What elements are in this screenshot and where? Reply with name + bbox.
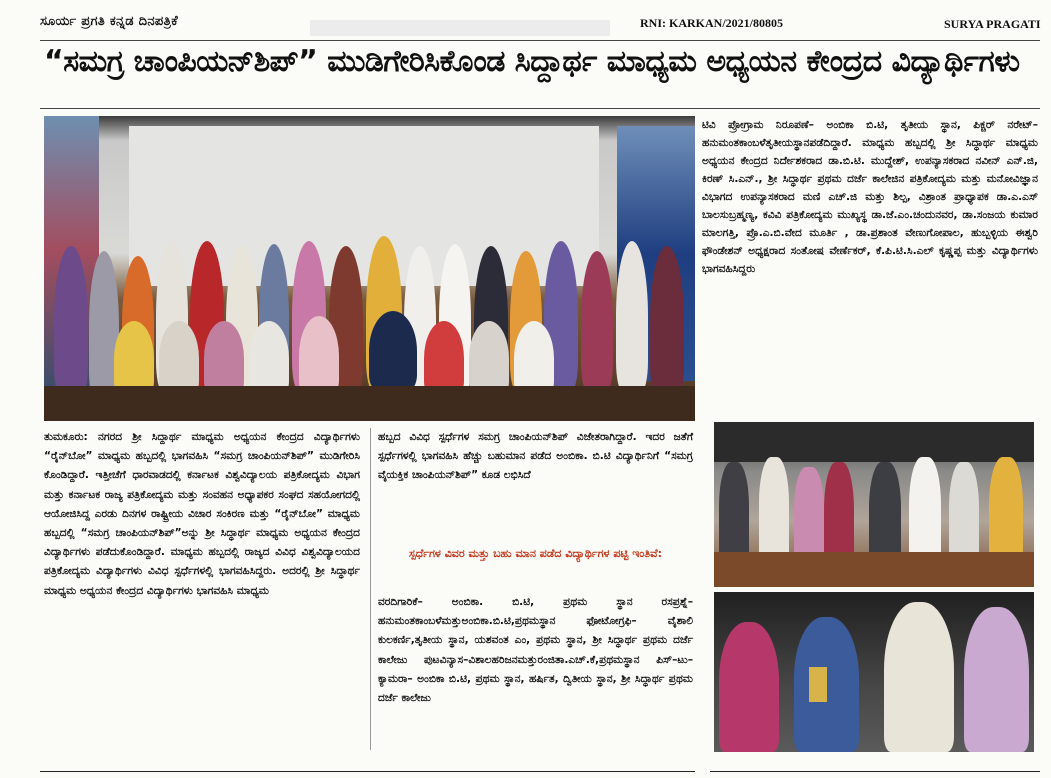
masthead-band [310,20,610,36]
bottom-rule-left [40,771,695,772]
newspaper-brand: ಸೂರ್ಯ ಪ್ರಗತಿ ಕನ್ನಡ ದಿನಪತ್ರಿಕೆ [40,14,178,29]
winners-list: ವರದಿಗಾರಿಕೆ– ಅಂಬಿಕಾ. ಬಿ.ಟಿ, ಪ್ರಥಮ ಸ್ಥಾನ ರಸಪ್ರಶ್ನೆ–ಹನುಮಂತಕಾಂಬಳೆಮತ್ತುಅಂಬಿಕಾ.ಬಿ.ಟಿ,ಪ್ರಥಮಸ್ಥಾನ ಫೋಟೋಗ್ರಫಿ– ವೈಶಾಲಿ ಕುಲಕರ್ಣಿ,ತೃತೀಯ ಸ್ಥಾನ, ಯಶವಂತ ಎಂ, ಪ್ರಥಮ ಸ್ಥಾನ, ಶ್ರೀ ಸಿದ್ಧಾರ್ಥ ಪ್ರಥಮ ದರ್ಜೆ ಕಾಲೇಜು ಪುಟವಿನ್ಯಾಸ–ವಿಶಾಲಹರಿಜನಮತ್ತುರಂಜಿತಾ.ಎಚ್.ಕೆ,ಪ್ರಥಮಸ್ಥಾನ ಪಿಸ್–ಟು–ಕ್ಯಾಮರಾ– ಅಂಬಿಕಾ ಬಿ.ಟಿ, ಪ್ರಥಮ ಸ್ಥಾನ, ಹರ್ಷಿತ, ದ್ವಿತೀಯ ಸ್ಥಾನ, ಶ್ರೀ ಸಿದ್ಧಾರ್ಥ ಪ್ರಥಮ ದರ್ಜೆ ಕಾಲೇಜು [378,596,693,705]
masthead [0,0,1051,40]
page-headline: “ಸಮಗ್ರ ಚಾಂಪಿಯನ್‌ಶಿಪ್” ಮುಡಿಗೇರಿಸಿಕೊಂಡ ಸಿದ್ದಾರ್ಥ ಮಾಧ್ಯಮ ಅಧ್ಯಯನ ಕೇಂದ್ರದ ವಿದ್ಯಾರ್ಥಿಗಳು [44,44,1020,79]
winners-subheading: ಸ್ಪರ್ಧೆಗಳ ವಿವರ ಮತ್ತು ಬಹು ಮಾನ ಪಡೆದ ವಿದ್ಯಾರ್ಥಿಗಳ ಪಟ್ಟಿ ಇಂತಿವೆ: [409,547,662,560]
article-column-left: ತುಮಕೂರು: ನಗರದ ಶ್ರೀ ಸಿದ್ದಾರ್ಥ ಮಾಧ್ಯಮ ಅಧ್ಯಯನ ಕೇಂದ್ರದ ವಿದ್ಯಾರ್ಥಿಗಳು “ರೈನ್‌ಬೋ” ಮಾಧ್ಯಮ ಹಬ್ಬದಲ್ಲಿ ಭಾಗವಹಿಸಿ “ಸಮಗ್ರ ಚಾಂಪಿಯನ್‌ಶಿಪ್” ಮುಡಿಗೇರಿಸಿ ಕೊಂಡಿದ್ದಾರೆ. ಇತ್ತೀಚೆಗೆ ಧಾರವಾಡದಲ್ಲಿ ಕರ್ನಾಟಕ ವಿಶ್ವವಿದ್ಯಾಲಯ ಪತ್ರಿಕೋದ್ಯಮ ವಿಭಾಗ ಮತ್ತು ಕರ್ನಾಟಕ ರಾಜ್ಯ ಪತ್ರಿಕೋದ್ಯಮ ಮತ್ತು ಸಂವಹನ ಅಧ್ಯಾಪಕರ ಸಂಘದ ಸಹಯೋಗದಲ್ಲಿ ಆಯೋಜಿಸಿದ್ದ ಎರಡು ದಿನಗಳ ರಾಷ್ಟ್ರೀಯ ವಿಚಾರ ಸಂಕಿರಣ ಮತ್ತು “ರೈನ್‌ಬೋ” ಮಾಧ್ಯಮ ಹಬ್ಬದಲ್ಲಿ “ಸಮಗ್ರ ಚಾಂಪಿಯನ್‌ಶಿಪ್”ಅನ್ನು ಶ್ರೀ ಸಿದ್ಧಾರ್ಥ ಮಾಧ್ಯಮ ಅಧ್ಯಯನ ಕೇಂದ್ರದ ವಿದ್ಯಾರ್ಥಿಗಳು ಪಡೆದುಕೊಂಡಿದ್ದಾರೆ. ಮಾಧ್ಯಮ ಹಬ್ಬದಲ್ಲಿ ರಾಜ್ಯದ ವಿವಿಧ ವಿಶ್ವವಿದ್ಯಾಲಯದ ಪತ್ರಿಕೋದ್ಯಮ ವಿದ್ಯಾರ್ಥಿಗಳು ವಿವಿಧ ಸ್ಪರ್ಧೆಗಳಲ್ಲಿ ಭಾಗವಹಿಸಿದ್ದರು. ಅದರಲ್ಲಿ ಶ್ರೀ ಸಿದ್ಧಾರ್ಥ ಮಾಧ್ಯಮ ಅಧ್ಯಯನ ಕೇಂದ್ರದ ವಿದ್ಯಾರ್ಥಿಗಳು ಭಾಗವಹಿಸಿ ಮಾಧ್ಯಮ [44,431,360,597]
column-divider [370,428,371,750]
article-column-right: ಟಿವಿ ಪ್ರೋಗ್ರಾಮ ನಿರೂಪಣೆ– ಅಂಬಿಕಾ ಬಿ.ಟಿ, ತೃತೀಯ ಸ್ಥಾನ, ಪಿಕ್ಚರ್ ನರೇಟ್–ಹನುಮಂತಕಾಂಬಳೆತೃತೀಯಸ್ಥಾನಪಡೆದಿದ್ದಾರೆ. ಮಾಧ್ಯಮ ಹಬ್ಬದಲ್ಲಿ ಶ್ರೀ ಸಿದ್ಧಾರ್ಥ ಮಾಧ್ಯಮ ಅಧ್ಯಯನ ಕೇಂದ್ರದ ನಿರ್ದೇಶಕರಾದ ಡಾ.ಬಿ.ಟಿ. ಮುದ್ದೇಶ್, ಉಪನ್ಯಾಸಕರಾದ ನವೀನ್ ಎನ್.ಜಿ, ಕಿರಣ್ ಸಿ.ಎನ್., ಶ್ರೀ ಸಿದ್ಧಾರ್ಥ ಪ್ರಥಮ ದರ್ಜೆ ಕಾಲೇಜಿನ ಪತ್ರಿಕೋದ್ಯಮ ಮತ್ತು ಮನೋವಿಜ್ಞಾನ ವಿಭಾಗದ ಉಪನ್ಯಾಸಕರಾದ ಮಣಿ ಎಚ್.ಜಿ ಮತ್ತು ಶಿಲ್ಪ, ವಿಶ್ರಾಂತ ಪ್ರಾಧ್ಯಾಪಕ ಡಾ.ಎ.ಎಸ್ ಬಾಲಸುಬ್ರಹ್ಮಣ್ಯ, ಕವಿವಿ ಪತ್ರಿಕೋದ್ಯಮ ಮುಖ್ಯಸ್ಥ ಡಾ.ಜೆ.ಎಂ.ಚಂದುನವರ, ಡಾ.ಸಂಜಯ ಕುಮಾರ ಮಾಲಗತ್ತಿ, ಪ್ರೊ.ಎ.ಬಿ.ವೇದ ಮೂರ್ತಿ , ಡಾ.ಪ್ರಶಾಂತ ವೇಣುಗೋಪಾಲ, ಹುಬ್ಬಳ್ಳಿಯ ಈಶ್ವರಿ ಫೌಂಡೇಶನ್ ಅಧ್ಯಕ್ಷರಾದ ಸಂತೋಷ ವೇರ್ಣೆಕರ್, ಕೆ.ಪಿ.ಟಿ.ಸಿ.ಎಲ್ ಕೃಷ್ಣಪ್ಪ ಮತ್ತು ವಿದ್ಯಾರ್ಥಿಗಳು ಭಾಗವಹಿಸಿದ್ದರು [702,119,1038,275]
headline-rule [40,108,1040,109]
group-photo [44,116,695,421]
award-ceremony-photo [714,422,1034,587]
trophy-presentation-photo [714,592,1034,752]
bottom-rule-right [710,771,1040,772]
article-column-middle: ಹಬ್ಬದ ವಿವಿಧ ಸ್ಪರ್ಧೆಗಳ ಸಮಗ್ರ ಚಾಂಪಿಯನ್‌ಶಿಪ್ ವಿಜೇತರಾಗಿದ್ದಾರೆ. ಇದರ ಜತೆಗೆ ಸ್ಪರ್ಧೆಗಳಲ್ಲಿ ಭಾಗವಹಿಸಿ ಹೆಚ್ಚು ಬಹುಮಾನ ಪಡೆದ ಅಂಬಿಕಾ. ಬಿ.ಟಿ ವಿದ್ಯಾರ್ಥಿನಿಗೆ “ಸಮಗ್ರ ವೈಯಕ್ತಿಕ ಚಾಂಪಿಯನ್‌ಶಿಪ್” ಕೂಡ ಲಭಿಸಿದೆ [378,431,693,482]
newspaper-brand-english: SURYA PRAGATI [944,17,1041,31]
rni-number: RNI: KARKAN/2021/80805 [640,16,783,30]
masthead-rule [40,40,1040,41]
stage-floor [44,386,695,421]
